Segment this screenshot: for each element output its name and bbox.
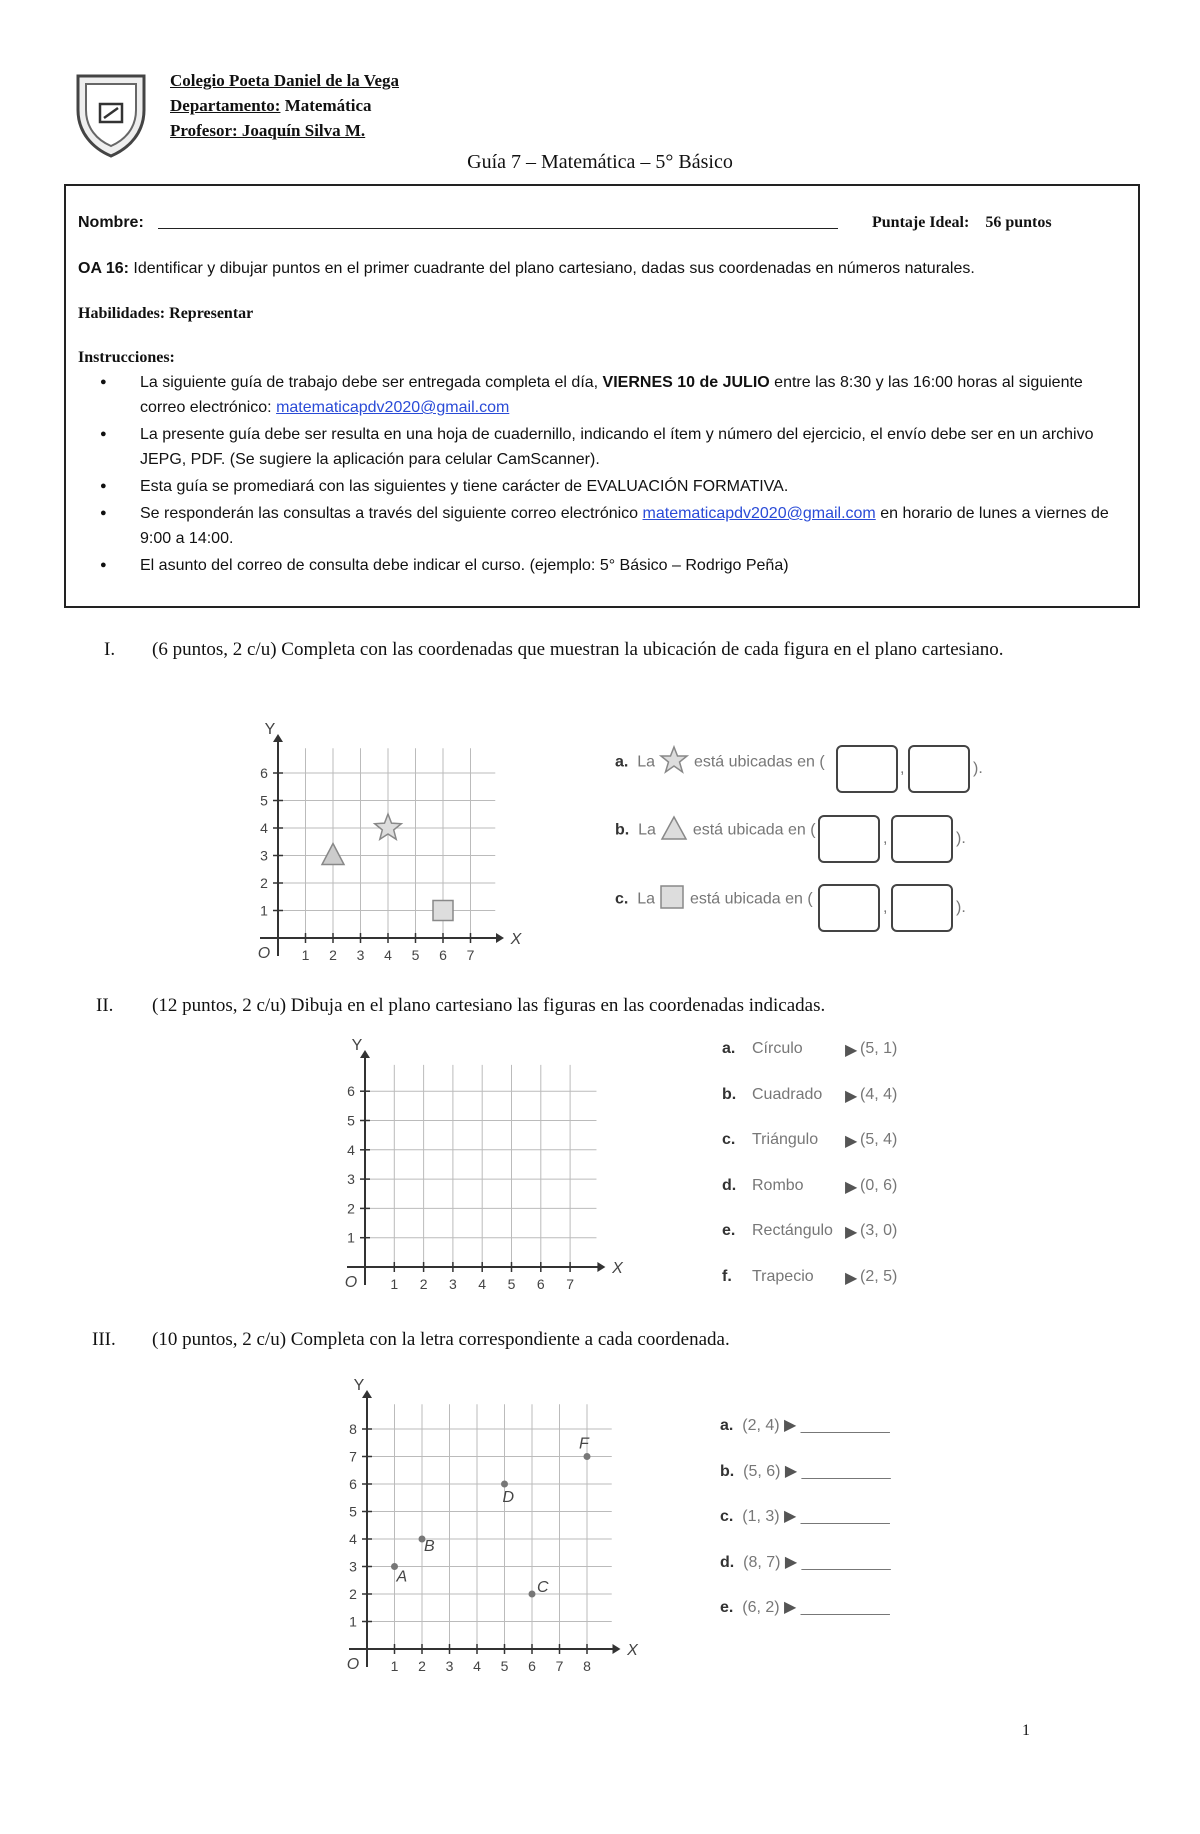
section-3-number: III. (92, 1329, 116, 1350)
item-letter: b. (720, 1462, 735, 1480)
x-tick-label: 6 (528, 1658, 536, 1674)
origin-label: O (346, 1656, 360, 1673)
instruction-1: ● La siguiente guía de trabajo debe ser entregada completa el día, VIERNES 10 de JULIO entre las 8:30 y las 16:00 horas al siguiente correo electrónico: matematicapdv2020@gmail.com (140, 370, 1126, 420)
s3-item (720, 1461, 891, 1481)
play-icon: ▶ (784, 1417, 797, 1434)
x-tick-label: 1 (390, 1658, 399, 1674)
y-tick-label: 6 (349, 1476, 357, 1492)
section-1-number: I. (104, 639, 116, 660)
item-letter: d. (722, 1176, 737, 1194)
item-letter: b. (722, 1085, 737, 1103)
square-icon (659, 884, 685, 915)
x-tick-label: 4 (384, 947, 392, 963)
item-letter: e. (722, 1222, 736, 1239)
y-tick-label: 8 (349, 1421, 357, 1437)
answer-a-y[interactable] (908, 745, 970, 793)
x-axis-label: X (510, 931, 522, 948)
email-link-2[interactable]: matematicapdv2020@gmail.com (642, 505, 876, 522)
score-label: Puntaje Ideal: (872, 214, 970, 231)
instruction-3: ● Esta guía se promediará con las siguientes y tiene carácter de EVALUACIÓN FORMATIVA. (140, 474, 1126, 499)
close-paren: ). (956, 899, 966, 916)
skills: Habilidades: Representar (78, 305, 254, 322)
close-paren: ). (973, 760, 983, 777)
s3-item (720, 1552, 891, 1572)
oa-label: OA 16: (78, 260, 129, 277)
s1-item-a: a. La está ubicadas en ( (615, 745, 825, 780)
name-label: Nombre: (78, 214, 144, 231)
s2-item (722, 1222, 932, 1240)
department-value: Matemática (280, 96, 372, 115)
comma: , (883, 830, 888, 847)
x-arrow-icon (597, 1262, 605, 1272)
x-tick-label: 1 (301, 947, 310, 963)
point-label-B: B (424, 1538, 435, 1555)
answer-b-y[interactable] (891, 815, 953, 863)
point-C (529, 1591, 536, 1598)
item-letter: a. (722, 1040, 736, 1057)
s3-item (720, 1597, 890, 1617)
grid-section-1 (240, 715, 522, 970)
section-3-text: (10 puntos, 2 c/u) Completa con la letra correspondiente a cada coordenada. (152, 1329, 730, 1350)
s2-item (722, 1131, 932, 1149)
x-arrow-icon (496, 933, 504, 943)
coordinate: (2, 4) (742, 1417, 780, 1434)
school-logo (72, 70, 150, 158)
s2-item (722, 1268, 932, 1286)
s1-item-b: b. La está ubicada en ( (615, 815, 816, 846)
point-F (584, 1453, 591, 1460)
y-tick-label: 3 (260, 847, 268, 864)
y-axis-label: Y (353, 1377, 365, 1394)
y-tick-label: 3 (349, 1558, 357, 1575)
point-label-F: F (579, 1435, 589, 1453)
play-icon: ▶ (845, 1133, 858, 1150)
coordinate: (6, 2) (742, 1599, 780, 1616)
page-number: 1 (1022, 1722, 1030, 1739)
triangle-shape (322, 844, 344, 865)
comma: , (883, 899, 888, 916)
score-value: 56 puntos (985, 214, 1052, 231)
instructions-list (66, 370, 1126, 580)
x-tick-label: 1 (390, 1276, 399, 1292)
x-tick-label: 2 (329, 947, 337, 963)
point-label-C: C (537, 1579, 549, 1596)
y-tick-label: 4 (347, 1141, 355, 1158)
answer-blank[interactable]: __________ (801, 1553, 891, 1571)
instruction-5: ● El asunto del correo de consulta debe indicar el curso. (ejemplo: 5° Básico – Rodrigo Peña) (140, 553, 1126, 578)
play-icon: ▶ (845, 1042, 858, 1059)
play-icon: ▶ (845, 1269, 858, 1287)
s3-item (720, 1415, 890, 1435)
item-letter: e. (720, 1599, 734, 1616)
answer-c-y[interactable] (891, 884, 953, 932)
answer-blank[interactable]: __________ (800, 1599, 890, 1616)
section-2-text: (12 puntos, 2 c/u) Dibuja en el plano cartesiano las figuras en las coordenadas indicadas. (152, 995, 826, 1016)
y-tick-label: 2 (260, 875, 268, 891)
x-tick-label: 3 (445, 1658, 454, 1674)
x-tick-label: 2 (418, 1658, 426, 1674)
name-line[interactable] (158, 228, 838, 229)
item-letter: d. (720, 1553, 735, 1571)
x-arrow-icon (613, 1644, 621, 1654)
y-tick-label: 3 (347, 1171, 355, 1188)
professor-label: Profesor: Joaquín Silva M. (170, 121, 366, 140)
answer-b-x[interactable] (818, 815, 880, 863)
school-header (170, 68, 399, 143)
item-letter: f. (722, 1267, 732, 1285)
y-tick-label: 1 (347, 1229, 355, 1246)
x-axis-label: X (612, 1260, 623, 1277)
close-paren: ). (956, 830, 966, 847)
point-D (501, 1481, 508, 1488)
coordinate: (3, 0) (860, 1222, 898, 1239)
square-shape (433, 901, 453, 921)
coordinate: (0, 6) (860, 1176, 898, 1194)
play-icon: ▶ (845, 1224, 858, 1241)
play-icon: ▶ (784, 1508, 797, 1525)
answer-a-x[interactable] (836, 745, 898, 793)
answer-blank[interactable]: __________ (800, 1417, 890, 1434)
answer-c-x[interactable] (818, 884, 880, 932)
coordinate: (5, 6) (743, 1462, 781, 1480)
item-letter: c. (720, 1508, 734, 1525)
play-icon: ▶ (845, 1087, 858, 1105)
y-tick-label: 1 (349, 1613, 357, 1630)
x-tick-label: 5 (411, 947, 420, 963)
triangle-icon (660, 815, 688, 846)
s2-item (722, 1086, 932, 1104)
s2-item (722, 1177, 932, 1195)
y-tick-label: 5 (260, 792, 268, 809)
oa-line (78, 256, 1128, 281)
coordinate: (2, 5) (860, 1267, 898, 1285)
x-tick-label: 3 (449, 1276, 457, 1292)
y-tick-label: 6 (260, 765, 268, 781)
point-label-A: A (396, 1568, 408, 1586)
x-tick-label: 8 (583, 1658, 591, 1674)
page-title: Guía 7 – Matemática – 5° Básico (467, 151, 733, 173)
y-tick-label: 1 (260, 902, 268, 919)
play-icon: ▶ (784, 1553, 798, 1571)
info-box (64, 184, 1140, 608)
x-tick-label: 6 (439, 947, 447, 963)
x-tick-label: 7 (466, 947, 475, 963)
figure-name: Rombo (752, 1176, 804, 1194)
coordinate: (5, 1) (860, 1040, 898, 1057)
y-tick-label: 4 (349, 1531, 357, 1547)
school-name: Colegio Poeta Daniel de la Vega (170, 71, 400, 90)
s2-item (722, 1040, 932, 1058)
origin-label: O (257, 945, 271, 962)
y-tick-label: 7 (349, 1448, 357, 1465)
x-tick-label: 2 (419, 1276, 428, 1292)
coordinate: (1, 3) (742, 1508, 780, 1525)
instruction-4: ● Se responderán las consultas a través del siguiente correo electrónico matematicapdv2020@gmail.com en horario de lunes a viernes de 9:00 a 14:00. (140, 501, 1126, 551)
s3-item (720, 1506, 890, 1526)
y-tick-label: 4 (260, 820, 268, 836)
instruction-2: ● La presente guía debe ser resulta en una hoja de cuadernillo, indicando el ítem y número del ejercicio, el envío debe ser en un archivo JEPG, PDF. (Se sugiere la aplicación para celular CamScanner). (140, 422, 1126, 472)
y-tick-label: 2 (347, 1200, 355, 1217)
coordinate: (4, 4) (860, 1085, 898, 1103)
x-tick-label: 7 (555, 1658, 564, 1674)
y-tick-label: 5 (347, 1112, 355, 1129)
email-link[interactable]: matematicapdv2020@gmail.com (276, 399, 510, 416)
origin-label: O (344, 1274, 358, 1291)
figure-name: Cuadrado (752, 1085, 823, 1103)
x-tick-label: 5 (500, 1658, 509, 1674)
x-tick-label: 6 (536, 1276, 545, 1292)
s1-item-c: c. La está ubicada en ( (615, 884, 813, 915)
item-letter: c. (722, 1131, 736, 1148)
x-axis-label: X (627, 1642, 638, 1659)
figure-name: Círculo (752, 1040, 803, 1057)
y-tick-label: 2 (349, 1586, 357, 1602)
play-icon: ▶ (784, 1462, 798, 1480)
department-label: Departamento: (170, 96, 281, 115)
x-tick-label: 5 (507, 1276, 516, 1292)
x-tick-label: 3 (356, 947, 365, 963)
figure-name: Trapecio (752, 1267, 814, 1285)
y-tick-label: 5 (349, 1503, 357, 1520)
grid-section-3 (332, 1370, 652, 1675)
item-letter: a. (720, 1417, 734, 1434)
x-tick-label: 4 (473, 1658, 481, 1674)
section-2-number: II. (96, 995, 114, 1016)
figure-name: Rectángulo (752, 1222, 833, 1239)
instructions-label: Instrucciones: (78, 349, 175, 366)
section-1-text: (6 puntos, 2 c/u) Completa con las coordenadas que muestran la ubicación de cada figura en el plano cartesiano. (152, 639, 1004, 660)
oa-text: Identificar y dibujar puntos en el primer cuadrante del plano cartesiano, dadas sus coordenadas en números naturales. (128, 260, 975, 277)
play-icon: ▶ (845, 1178, 858, 1196)
y-axis-label: Y (351, 1037, 363, 1055)
play-icon: ▶ (784, 1599, 797, 1616)
comma: , (900, 760, 905, 777)
star-icon (659, 745, 689, 780)
grid-section-2 (330, 1037, 623, 1303)
answer-blank[interactable]: __________ (800, 1508, 890, 1525)
coordinate: (5, 4) (860, 1131, 898, 1148)
coordinate: (8, 7) (743, 1553, 781, 1571)
point-label-D: D (502, 1489, 515, 1506)
x-tick-label: 7 (566, 1276, 574, 1292)
y-tick-label: 6 (347, 1083, 355, 1100)
x-tick-label: 4 (478, 1276, 487, 1292)
answer-blank[interactable]: __________ (801, 1462, 891, 1480)
figure-name: Triángulo (752, 1131, 819, 1148)
y-axis-label: Y (264, 721, 276, 738)
